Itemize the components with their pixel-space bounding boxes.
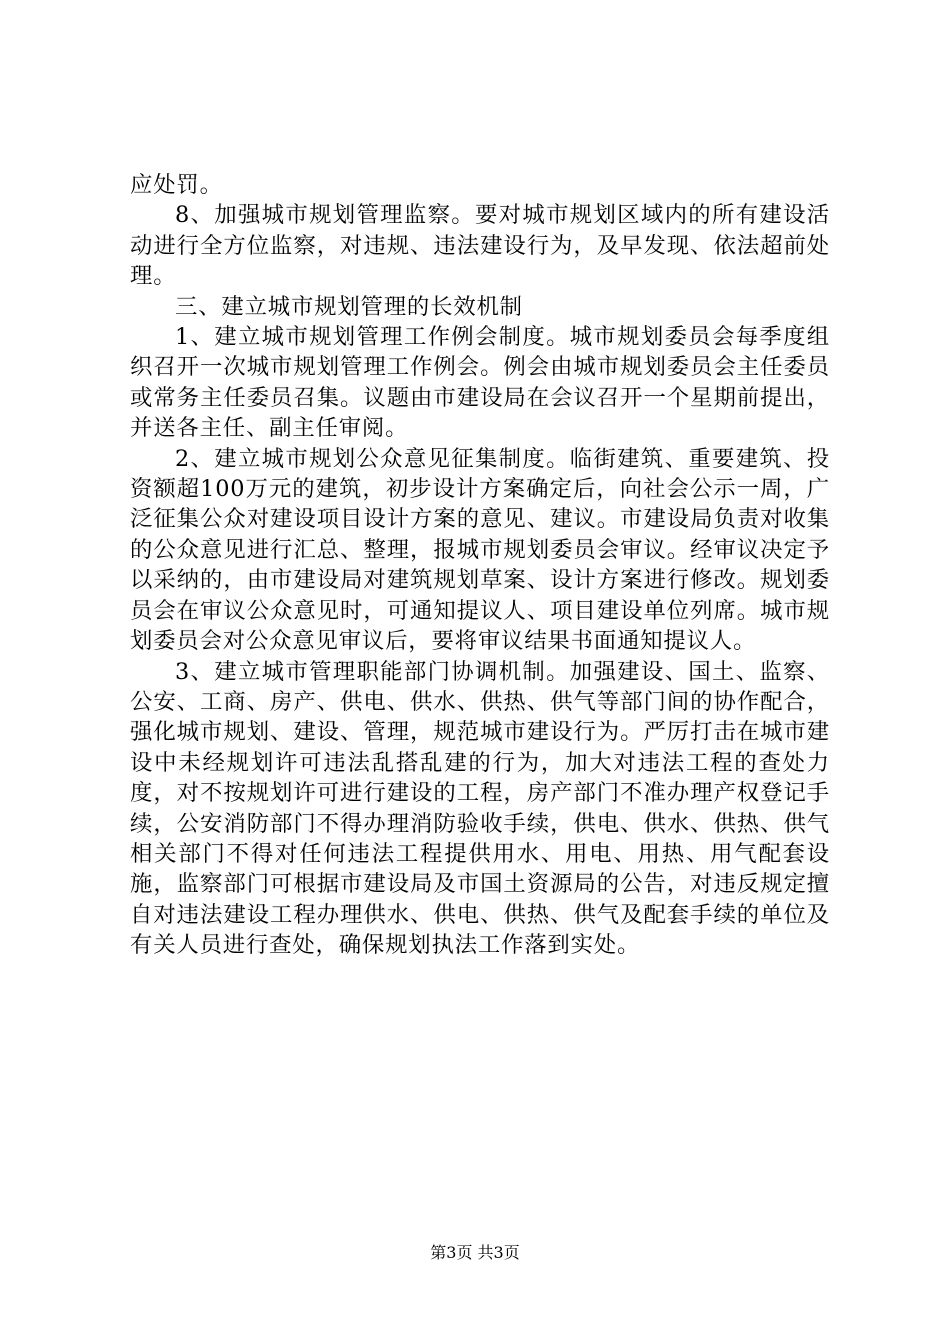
paragraph-continuation: 应处罚。	[130, 172, 223, 198]
paragraph-item-8: 8、加强城市规划管理监察。要对城市规划区域内的所有建设活动进行全方位监察，对违规、违法建设行为，及早发现、依法超前处理。	[130, 202, 830, 290]
paragraph-item-3: 3、建立城市管理职能部门协调机制。加强建设、国土、监察、公安、工商、房产、供电、供水、供热、供气等部门间的协作配合，强化城市规划、建设、管理，规范城市建设行为。严厉打击在城市建设中未经规划许可违法乱搭乱建的行为，加大对违法工程的查处力度，对不按规划许可进行建设的工程，房产部门不准办理产权登记手续，公安消防部门不得办理消防验收手续，供电、供水、供热、供气相关部门不得对任何违法工程提供用水、用电、用热、用气配套设施，监察部门可根据市建设局及市国土资源局的公告，对违反规定擅自对违法建设工程办理供水、供电、供热、供气及配套手续的单位及有关人员进行查处，确保规划执法工作落到实处。	[130, 658, 830, 959]
section-heading-3: 三、建立城市规划管理的长效机制	[175, 293, 523, 320]
paragraph-item-2: 2、建立城市规划公众意见征集制度。临街建筑、重要建筑、投资额超100万元的建筑，初步设计方案确定后，向社会公示一周，广泛征集公众对建设项目设计方案的意见、建议。市建设局负责对收集的公众意见进行汇总、整理，报城市规划委员会审议。经审议决定予以采纳的，由市建设局对建筑规划草案、设计方案进行修改。规划委员会在审议公众意见时，可通知提议人、项目建设单位列席。城市规划委员会对公众意见审议后，要将审议结果书面通知提议人。	[130, 445, 830, 655]
document-body	[130, 170, 830, 961]
page-footer: 第3页 共3页	[430, 1243, 520, 1262]
paragraph-item-1: 1、建立城市规划管理工作例会制度。城市规划委员会每季度组织召开一次城市规划管理工作例会。例会由城市规划委员会主任委员或常务主任委员召集。议题由市建设局在会议召开一个星期前提出，并送各主任、副主任审阅。	[130, 324, 830, 442]
